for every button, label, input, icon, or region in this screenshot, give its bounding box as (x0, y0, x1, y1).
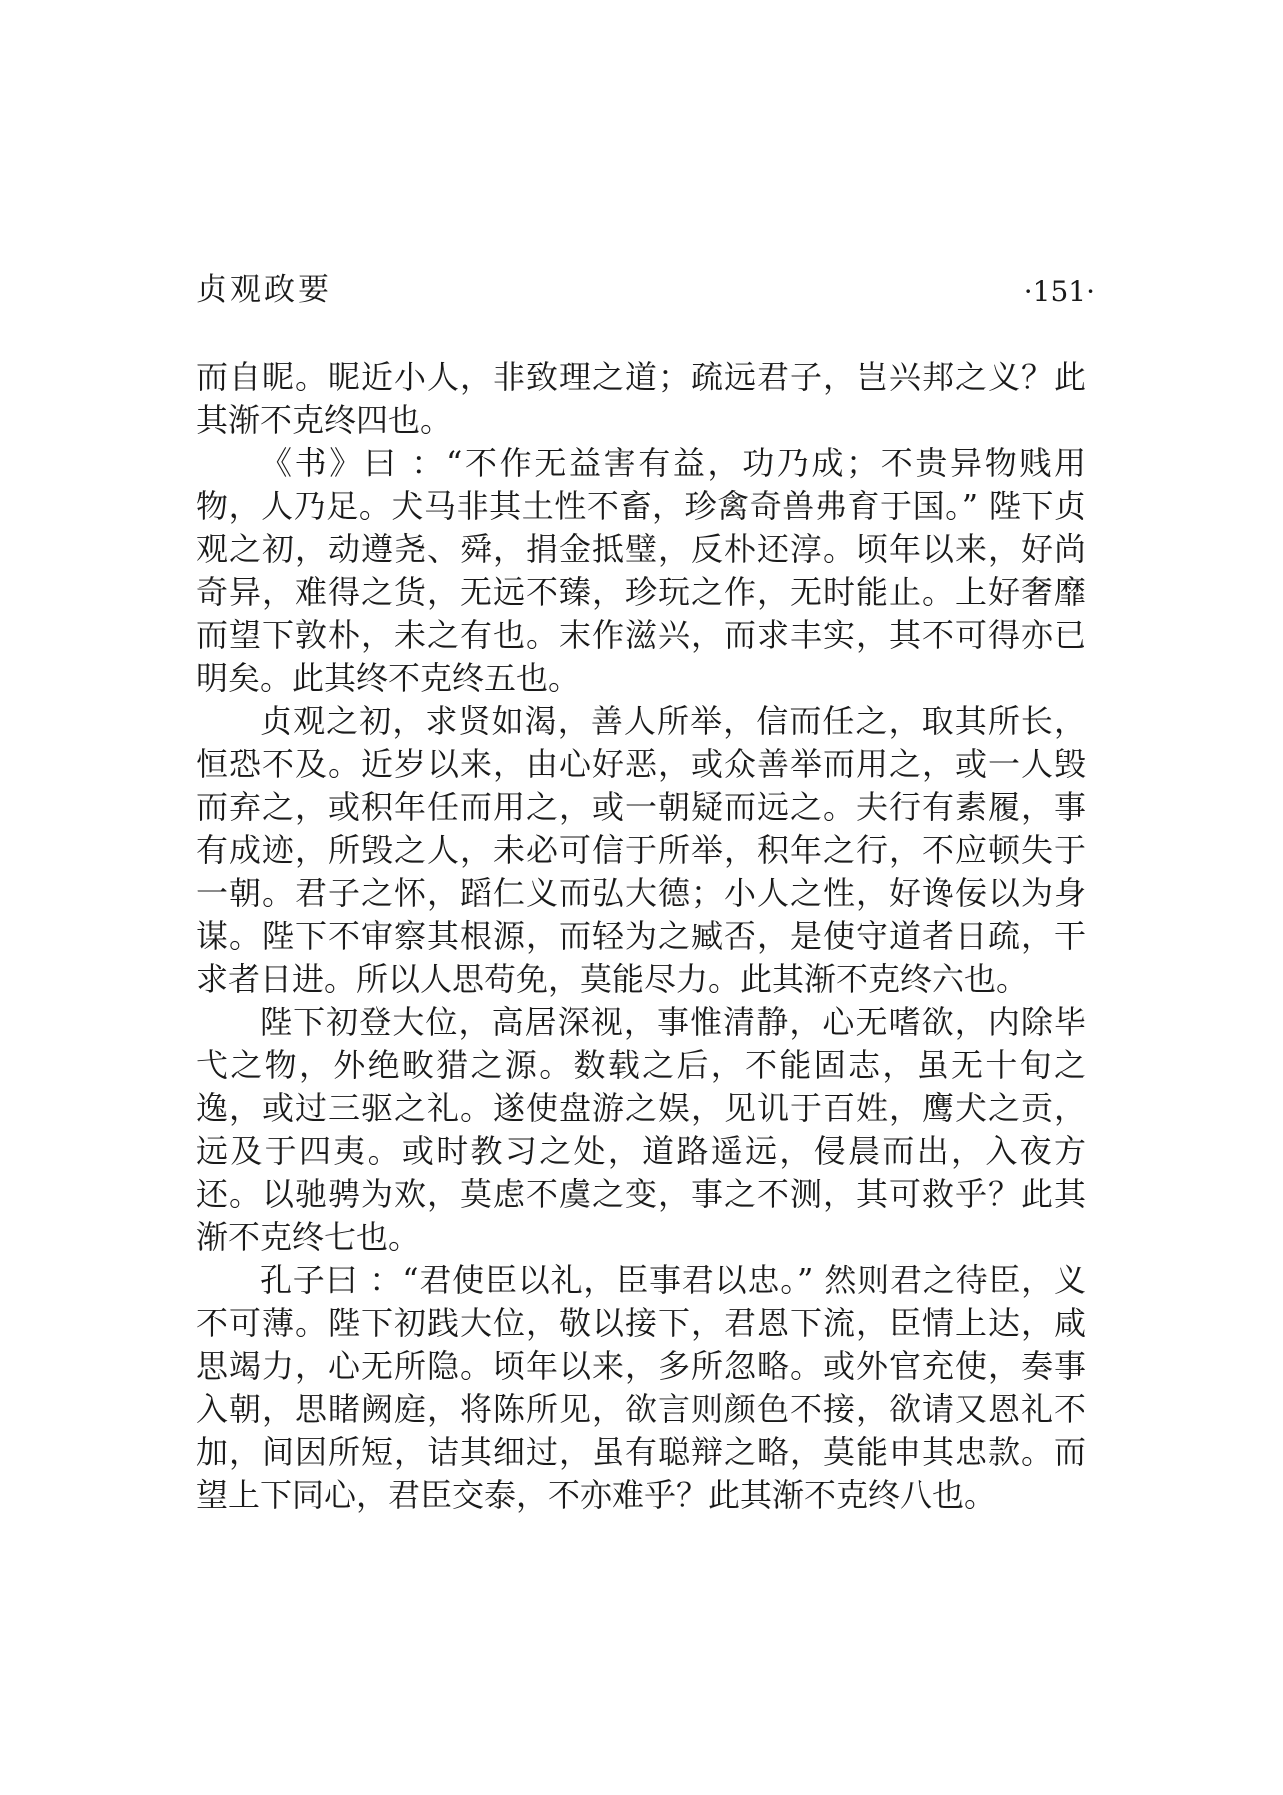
paragraph: 贞观之初，求贤如渴，善人所举，信而任之，取其所长，恒恐不及。近岁以来，由心好恶，或众善举而用之，或一人毁而弃之，或积年任而用之，或一朝疑而远之。夫行有素履，事有成迹，所毁之人，未必可信于所举，积年之行，不应顿失于一朝。君子之怀，蹈仁义而弘大德；小人之性，好谗佞以为身谋。陛下不审察其根源，而轻为之臧否，是使守道者日疏，干求者日进。所以人思苟免，莫能尽力。此其渐不克终六也。 (196, 702, 1086, 998)
body-text (196, 356, 1086, 1517)
paragraph: 孔子曰 ：“君使臣以礼，臣事君以忠。” 然则君之待臣，义不可薄。陛下初践大位，敬以接下，君恩下流，臣情上达，咸思竭力，心无所隐。顷年以来，多所忽略。或外官充使，奏事入朝，思睹阙庭，将陈所见，欲言则颜色不接，欲请又恩礼不加，间因所短，诘其细过，虽有聪辩之略，莫能申其忠款。而望上下同心，君臣交泰，不亦难乎？此其渐不克终八也。 (196, 1261, 1086, 1514)
paragraph: 《书》曰 ：“不作无益害有益，功乃成；不贵异物贱用物，人乃足。犬马非其土性不畜，珍禽奇兽弗育于国。” 陛下贞观之初，动遵尧、舜，捐金抵璧，反朴还淳。顷年以来，好尚奇异，难得之货，无远不臻，珍玩之作，无时能止。上好奢靡而望下敦朴，未之有也。末作滋兴，而求丰实，其不可得亦已明矣。此其终不克终五也。 (196, 444, 1086, 697)
running-title: 贞观政要 (196, 272, 332, 308)
paragraph-continuation: 而自昵。昵近小人，非致理之道；疏远君子，岂兴邦之义？此其渐不克终四也。 (196, 358, 1086, 439)
paragraph: 陛下初登大位，高居深视，事惟清静，心无嗜欲，内除毕弋之物，外绝畋猎之源。数载之后，不能固志，虽无十旬之逸，或过三驱之礼。遂使盘游之娱，见讥于百姓，鹰犬之贡，远及于四夷。或时教习之处，道路遥远，侵晨而出，入夜方还。以驰骋为欢，莫虑不虞之变，事之不测，其可救乎？此其渐不克终七也。 (196, 1003, 1086, 1256)
page-number: ·151· (1023, 275, 1095, 308)
